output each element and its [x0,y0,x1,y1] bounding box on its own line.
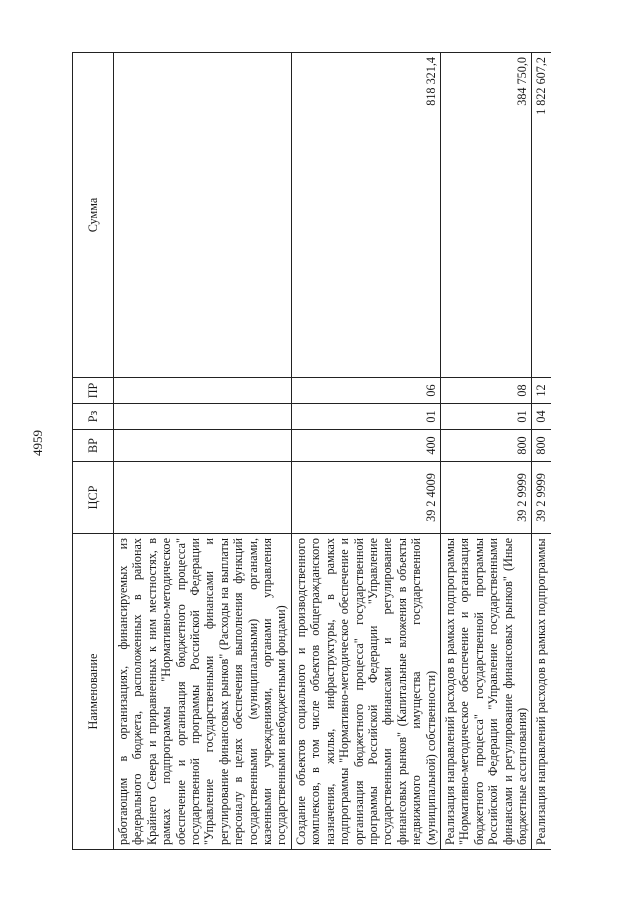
row-sum: 818 321,4 [291,53,440,378]
page-number: 4959 [30,430,45,456]
row-name: Реализация направлений расходов в рамках подпрограммы [532,534,551,850]
row-pr: 08 [440,378,531,404]
row-vr: 800 [532,430,551,462]
row-rz: 01 [440,404,531,430]
table-row [440,53,531,850]
row-sum [114,53,292,378]
header-sum: Сумма [73,53,114,378]
row-csr: 39 2 4009 [291,462,440,534]
row-pr [114,378,292,404]
row-vr: 800 [440,430,531,462]
row-sum: 1 822 607,2 [532,53,551,378]
row-rz: 04 [532,404,551,430]
row-pr: 06 [291,378,440,404]
row-rz [114,404,292,430]
table-row [291,53,440,850]
row-csr [114,462,292,534]
row-pr: 12 [532,378,551,404]
rotated-table-container [72,53,620,850]
row-name: Создание объектов социального и производственного комплексов, в том числе объектов общегражданского назначения, жилья, инфраструктуры, в рамках подпрограммы "Нормативно-методическое обеспечение и организация бюджетного процесса" государственной программы Российской Федерации "Управление государственными финансами и регулирование финансовых рынков" (Капитальные вложения в объекты недвижимого имущества государственной (муниципальной) собственности) [291,534,440,850]
header-pr: ПР [73,378,114,404]
row-csr: 39 2 9999 [532,462,551,534]
header-vr: ВР [73,430,114,462]
row-name: Реализация направлений расходов в рамках подпрограммы "Нормативно-методическое обеспечение и организация бюджетного процесса" государственной программы Российской Федерации "Управление государственными финансами и регулирование финансовых рынков" (Иные бюджетные ассигнования) [440,534,531,850]
row-rz: 01 [291,404,440,430]
row-vr [114,430,292,462]
table-header-row [73,53,114,850]
row-name: работающим в организациях, финансируемых из федерального бюджета, расположенных в районах Крайнего Севера и приравненных к ним местностях, в рамках подпрограммы "Нормативно-методическое обеспечение и организация бюджетного процесса" государственной программы Российской Федерации "Управление государственными финансами и регулирование финансовых рынков" (Расходы на выплаты персоналу в целях обеспечения выполнения функций государственными (муниципальными) органами, казенными учреждениями, органами управления государственными внебюджетными фондами) [114,534,292,850]
row-vr: 400 [291,430,440,462]
header-name: Наименование [73,534,114,850]
row-csr: 39 2 9999 [440,462,531,534]
table-row [114,53,292,850]
header-csr: ЦСР [73,462,114,534]
budget-table [72,52,551,850]
table-row [532,53,551,850]
row-sum: 384 750,0 [440,53,531,378]
header-rz: Рз [73,404,114,430]
